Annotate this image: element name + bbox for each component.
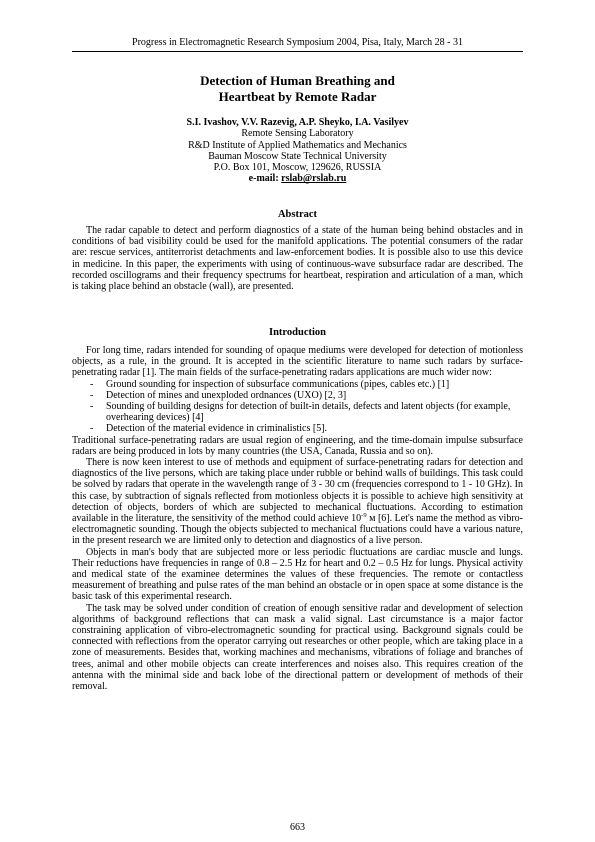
email-line: [72, 173, 523, 184]
email-link[interactable]: rslab@rslab.ru: [281, 173, 347, 185]
list-item-text: Sounding of building designs for detection of built-in details, defects and latent objects (for example, overhearing devices) [4]: [106, 401, 511, 424]
list-item-text: Detection of the material evidence in criminalistics [5].: [106, 423, 328, 435]
lab-name: Remote Sensing Laboratory: [241, 128, 354, 140]
intro-paragraph-3: [72, 457, 523, 547]
header-rule: [72, 51, 523, 52]
authors: S.I. Ivashov, V.V. Razevig, A.P. Sheyko, I.A. Vasilyev: [186, 117, 409, 128]
abstract-heading: Abstract: [277, 209, 318, 220]
applications-list: [72, 379, 523, 435]
list-dash: -: [90, 378, 94, 390]
running-header: Progress in Electromagnetic Research Symposium 2004, Pisa, Italy, March 28 - 31: [132, 37, 463, 48]
list-dash: -: [90, 389, 94, 401]
list-item: [72, 401, 523, 423]
intro-paragraph-4: Objects in man's body that are subjected more or less periodic fluctuations are cardiac muscle and lungs. Their reductions have frequencies in range of 0.8 – 2.5 Hz for heart and 0.2 – 0.5 Hz for lungs. Physical activity and medical state of the examinee determines the values of these frequencies. The remote or contactless measurement of breathing and pulse rates of the man behind an obstacle or in open space at some distance is the basic task of this experimental research.: [72, 546, 523, 603]
list-item: [72, 379, 523, 390]
list-item-text: Ground sounding for inspection of subsurface communications (pipes, cables etc.) [1]: [106, 378, 450, 390]
author-block: [72, 117, 523, 185]
list-item: [72, 390, 523, 401]
abstract-text: The radar capable to detect and perform diagnostics of a state of the human being behind obstacles and in conditions of bad visibility could be used for the manifold applications. The potential consumers of the radar are: rescue services, antiterrorist detachments and law-enforcement bodies. It is possible also to use this device in medicine. In this paper, the experiments with using of continuous-wave subsurface radar are described. The recorded oscillograms and their frequency spectrums for heartbeat, respiration and articulation of a man, which is taking place behind an obstacle (wall), are presented.: [72, 225, 523, 293]
title-line-1: Detection of Human Breathing and: [200, 73, 395, 88]
list-item-text: Detection of mines and unexploded ordnances (UXO) [2, 3]: [106, 389, 347, 401]
list-dash: -: [90, 401, 94, 413]
abstract-body: [72, 225, 523, 292]
list-dash: -: [90, 423, 94, 435]
title-line-2: Heartbeat by Remote Radar: [218, 89, 377, 104]
institute-name: R&D Institute of Applied Mathematics and Mechanics: [188, 139, 407, 151]
intro-paragraph-2: Traditional surface-penetrating radars are usual region of engineering, and the time-domain impulse subsurface radars are being produced in lots by many countries (the USA, Canada, Russia and so on).: [72, 434, 523, 457]
introduction-body: [72, 345, 523, 692]
introduction-heading: Introduction: [269, 327, 326, 338]
paragraph-3-part-a: There is now keen interest to use of methods and equipment of surface-penetrating radars for detection and diagnostics of the live persons, which are taking place under rubble or behind walls of buildings. This task could be solved by radars that operate in the wavelength range of 3 - 30 cm (frequencies correspond to 1 - 10 GHz). In this case, by subtraction of signals reflected from motionless objects it is possible to achieve high sensitivity at detection of objects, borders of which are subjected to mechanical fluctuations. According to estimation available in the literature, the sensitivity of the method could achieve 10: [72, 457, 523, 525]
email-label: e-mail:: [248, 173, 282, 185]
postal-address: P.O. Box 101, Moscow, 129626, RUSSIA: [213, 162, 382, 174]
intro-paragraph-1: For long time, radars intended for sounding of opaque mediums were developed for detection of motionless objects, as a rule, in the ground. It is accepted in the scientific literature to name such radars by surface-penetrating radar [1]. The main fields of the surface-penetrating radars applications are much wider now:: [72, 345, 523, 379]
paragraph-3-part-b: м [6]. Let's name the method as vibro-electromagnetic sounding. Though the objects subjected to mechanical fluctuations could have a various nature, in the present research we are limited only to detection and diagnostics of a live person.: [72, 513, 523, 547]
university-name: Bauman Moscow State Technical University: [208, 150, 387, 162]
paper-title: [72, 73, 523, 105]
exponent: -9: [361, 512, 367, 520]
page-number: 663: [290, 822, 305, 833]
list-item: [72, 423, 523, 434]
intro-paragraph-5: The task may be solved under condition of creation of enough sensitive radar and development of selection algorithms of background reflections that can mask a valid signal. Last circumstance is a major factor constraining application of vibro-electromagnetic sounding for practical using. Background signals could be connected with reflections from the operator carrying out researches or other people, which are taking place in a zone of measurements. Besides that, working machines and mechanisms, vibrations of foliage and branches of trees, animal and other mobile objects can create interferences and noises also. This requires creation of the antenna with the minimal side and back lobe of the directional pattern or development of methods of their removal.: [72, 602, 523, 693]
